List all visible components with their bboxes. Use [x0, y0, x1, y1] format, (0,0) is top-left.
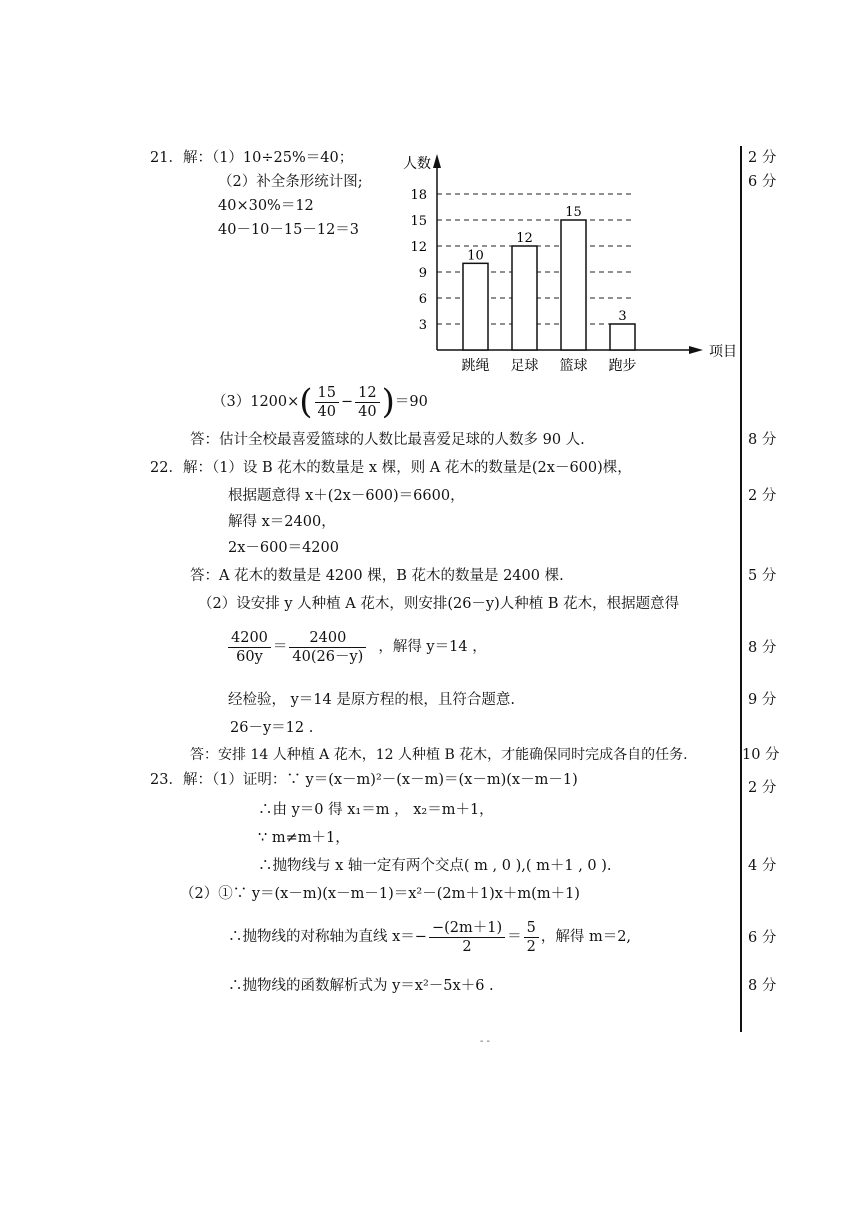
y-axis-label: 人数 [403, 156, 431, 172]
q22-line-9: 26－y＝12 . [230, 720, 314, 736]
x-category-label: 跑步 [608, 358, 637, 374]
fraction-2400-40 [289, 629, 366, 666]
frac-num: −(2m＋1) [429, 919, 505, 938]
q22-line-1: 22．解：（1）设 B 花木的数量是 x 棵，则 A 花木的数量是(2x－600)棵， [150, 460, 632, 476]
fraction-2m-plus-1 [429, 919, 505, 956]
bar-value-label: 12 [516, 231, 533, 246]
fraction-4200-60y [228, 629, 271, 666]
q21-line-2: （2）补全条形统计图; [218, 174, 363, 190]
bar [512, 246, 537, 350]
score-label: 2 分 [748, 780, 777, 796]
bar-value-label: 10 [467, 248, 484, 264]
equals-sign: ＝ [272, 639, 288, 655]
q22-answer-1: 答：A 花木的数量是 4200 棵，B 花木的数量是 2400 棵. [190, 568, 564, 584]
bar [561, 220, 586, 350]
x-category-label: 篮球 [559, 358, 588, 374]
score-label: 5 分 [748, 568, 777, 584]
frac-num: 15 [315, 384, 339, 403]
frac-num: 12 [355, 384, 379, 403]
q21-5-suffix: ＝90 [394, 394, 428, 410]
bar-value-label: 3 [618, 309, 627, 324]
bar-chart [395, 146, 737, 376]
q23-line-1: 23．解：（1）证明：∵ y＝(x－m)²－(x－m)＝(x－m)(x－m－1) [150, 772, 578, 788]
score-label: 8 分 [748, 640, 777, 656]
y-tick-label: 9 [418, 266, 427, 281]
frac-den: 60y [236, 648, 263, 665]
x-axis-label: 项目 [709, 344, 737, 360]
score-label: 4 分 [748, 858, 777, 874]
y-tick-label: 18 [410, 188, 427, 203]
score-label: 9 分 [748, 692, 777, 708]
q22-7-suffix: ，解得 y＝14 ， [378, 639, 487, 655]
score-label: 2 分 [748, 150, 777, 166]
y-tick-label: 6 [418, 292, 427, 307]
fraction-15-40 [315, 384, 339, 421]
right-paren: ) [381, 382, 395, 422]
frac-den: 40 [317, 403, 336, 420]
q23-line-2: ∴由 y＝0 得 x₁＝m ， x₂＝m＋1， [258, 802, 494, 818]
score-label: 2 分 [748, 488, 777, 504]
q22-line-4: 2x－600＝4200 [228, 540, 339, 556]
page-footer-mark: - - [480, 1036, 490, 1047]
score-label: 8 分 [748, 978, 777, 994]
frac-num: 4200 [228, 629, 271, 648]
q21-line-4: 40－10－15－12＝3 [218, 222, 360, 238]
q23-line-7: ∴抛物线的函数解析式为 y＝x²－5x＋6 . [228, 978, 494, 994]
x-category-label: 跳绳 [461, 358, 490, 374]
frac-num: 5 [524, 919, 539, 938]
q22-answer-2: 答：安排 14 人种植 A 花木，12 人种植 B 花木，才能确保同时完成各自的任务. [190, 747, 688, 763]
q23-line-5: （2）①∵ y＝(x－m)(x－m－1)＝x²－(2m＋1)x＋m(m＋1) [180, 886, 580, 902]
q22-line-3: 解得 x＝2400， [228, 514, 336, 530]
q23-line-3: ∵ m≠m＋1， [258, 830, 350, 846]
q21-line-3: 40×30%＝12 [218, 198, 314, 214]
frac-den: 40 [358, 403, 377, 420]
minus-sign: − [341, 394, 354, 410]
y-tick-label: 15 [410, 214, 427, 229]
fraction-5-2 [524, 919, 539, 956]
frac-num: 2400 [289, 629, 366, 648]
frac-den: 40(26－y) [292, 648, 364, 665]
fraction-12-40 [355, 384, 379, 421]
x-axis-arrow-icon [689, 346, 703, 354]
equals-sign: ＝ [507, 929, 522, 945]
q22-line-6: （2）设安排 y 人种植 A 花木，则安排(26－y)人种植 B 花木，根据题意得 [198, 596, 680, 612]
y-tick-label: 3 [418, 318, 427, 333]
frac-den: 2 [462, 938, 472, 955]
q23-line-4: ∴抛物线与 x 轴一定有两个交点( m , 0 ),( m＋1 , 0 ). [258, 858, 612, 874]
score-label: 8 分 [748, 432, 777, 448]
y-tick-label: 12 [410, 240, 427, 255]
score-column-divider [740, 146, 742, 1032]
x-category-label: 足球 [510, 358, 539, 374]
q22-line-7 [226, 625, 487, 669]
q21-answer: 答：估计全校最喜爱篮球的人数比最喜爱足球的人数多 90 人. [190, 432, 585, 448]
left-paren: ( [299, 382, 313, 422]
q21-line-5 [212, 380, 428, 424]
score-label: 6 分 [748, 174, 777, 190]
score-label: 6 分 [748, 930, 777, 946]
q23-6-suffix: ，解得 m＝2, [540, 929, 632, 945]
score-label: 10 分 [742, 747, 780, 763]
q21-line-1: 21．解：（1）10÷25%＝40； [150, 150, 354, 166]
bar-value-label: 15 [565, 205, 582, 220]
bar [463, 263, 488, 350]
y-axis-arrow-icon [433, 154, 441, 168]
frac-den: 2 [526, 938, 536, 955]
q23-line-6 [228, 915, 631, 959]
bar [610, 324, 635, 350]
q21-5-prefix: （3）1200× [212, 394, 300, 410]
q22-line-8: 经检验， y＝14 是原方程的根，且符合题意. [228, 692, 515, 708]
q22-line-2: 根据题意得 x＋(2x－600)＝6600， [228, 488, 465, 504]
q23-6-prefix: ∴抛物线的对称轴为直线 x＝− [228, 929, 427, 945]
